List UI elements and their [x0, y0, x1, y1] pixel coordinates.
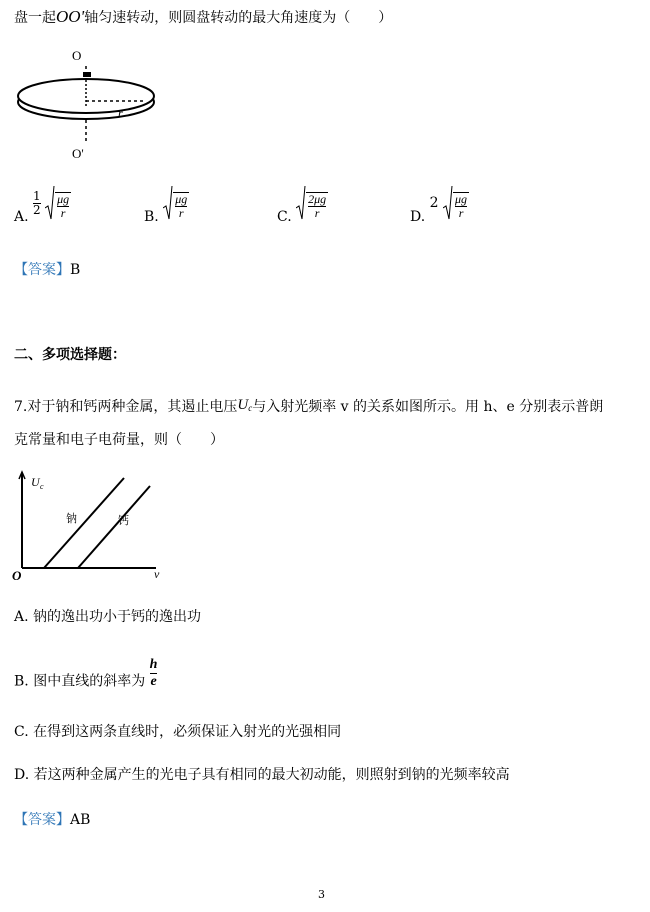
sqrt-num: μg [175, 192, 188, 206]
sqrt-den: r [178, 206, 184, 220]
q7-option-a: A. 钠的逸出功小于钙的逸出功 [14, 609, 202, 625]
answer-value: AB [70, 812, 91, 828]
sodium-label: 钠 [66, 513, 77, 525]
x-axis-label: v [154, 567, 160, 581]
q7-stem-a: 7.对于钠和钙两种金属，其遏止电压 [14, 399, 238, 415]
q7-stem-line2: 克常量和电子电荷量，则（ ） [14, 432, 224, 448]
calcium-label: 钙 [118, 515, 129, 527]
q7-stem-line1 [14, 396, 603, 417]
q7-option-d: D. 若这两种金属产生的光电子具有相同的最大初动能，则照射到钠的光频率较高 [14, 767, 510, 783]
coin-block [83, 72, 91, 77]
sqrt-num: μg [57, 192, 70, 206]
radius-label: r [118, 106, 123, 120]
sqrt-num: 2μg [308, 192, 327, 206]
q6-stem-prefix: 盘一起 [14, 10, 56, 26]
sqrt-den: r [458, 206, 464, 220]
option-b [144, 186, 189, 225]
coef-den: 2 [33, 202, 41, 217]
oo-axis-symbol: OO' [56, 7, 85, 26]
option-a [14, 186, 71, 225]
sodium-line [44, 478, 124, 568]
y-axis-subscript: c [40, 482, 44, 491]
option-letter: C. [277, 209, 292, 225]
q6-answer [14, 261, 80, 279]
slope-den: e [150, 674, 157, 689]
uc-symbol: U [237, 397, 249, 413]
axis-label-top: O [72, 48, 82, 63]
coef-num: 1 [33, 188, 41, 203]
answer-tag: 【答案】 [14, 812, 70, 828]
sqrt-num: μg [455, 192, 468, 206]
q7-option-b-text: B. 图中直线的斜率为 [14, 673, 146, 690]
calcium-line [78, 486, 150, 568]
option-d [410, 186, 469, 225]
rotating-disk-figure [14, 44, 164, 166]
q7-answer [14, 811, 90, 829]
slope-fraction [150, 657, 158, 690]
uc-subscript: c [248, 403, 253, 413]
coef: 2 [429, 195, 439, 211]
answer-value: B [70, 262, 81, 278]
sqrt [296, 186, 328, 220]
y-axis-label: U [31, 475, 40, 489]
option-letter: D. [410, 209, 426, 225]
origin-label: O [12, 568, 22, 583]
slope-num: h [149, 657, 158, 672]
sqrt [45, 186, 71, 220]
sqrt-den: r [60, 206, 66, 220]
coef-fraction [33, 190, 41, 217]
q7-option-b [14, 657, 157, 691]
axis-label-bottom: O' [72, 146, 84, 161]
option-c [277, 186, 328, 225]
option-letter: A. [14, 209, 29, 225]
sqrt [163, 186, 189, 220]
answer-tag: 【答案】 [14, 262, 70, 278]
q7-stem-b: 与入射光频率 v 的关系如图所示。用 h、e 分别表示普朗 [252, 399, 604, 415]
uc-frequency-graph [6, 468, 174, 584]
option-letter: B. [144, 209, 159, 225]
sqrt-den: r [314, 206, 320, 220]
section-title: 二、多项选择题： [14, 347, 126, 363]
q6-stem [14, 8, 392, 27]
sqrt [443, 186, 469, 220]
page-number: 3 [318, 888, 325, 901]
q7-option-c: C. 在得到这两条直线时，必须保证入射光的光强相同 [14, 724, 342, 740]
q6-stem-suffix: 轴匀速转动，则圆盘转动的最大角速度为（ ） [84, 10, 393, 26]
